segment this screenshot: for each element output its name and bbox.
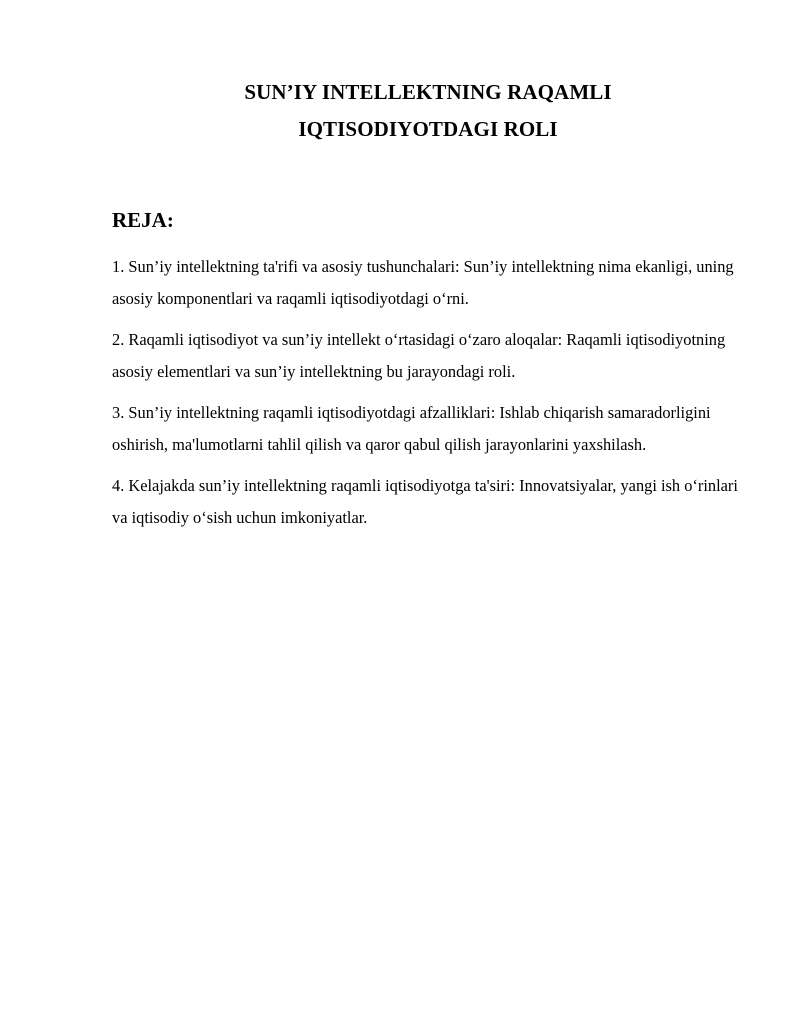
plan-item-4: 4. Kelajakda sun’iy intellektning raqamli iqtisodiyotga ta'siri: Innovatsiyalar, yangi ish o‘rinlari va iqtisodiy o‘sish uchun imkoniyatlar. — [112, 476, 738, 527]
plan-item-2: 2. Raqamli iqtisodiyot va sun’iy intellekt o‘rtasidagi o‘zaro aloqalar: Raqamli iqtisodiyotning asosiy elementlari va sun’iy intellektning bu jarayondagi roli. — [112, 330, 726, 381]
title-line-1: SUN’IY INTELLEKTNING RAQAMLI — [244, 80, 612, 104]
title-line-2: IQTISODIYOTDAGI ROLI — [298, 117, 558, 141]
plan-heading: REJA: — [112, 208, 174, 232]
plan-item-1: 1. Sun’iy intellektning ta'rifi va asosiy tushunchalari: Sun’iy intellektning nima ekanligi, uning asosiy komponentlari va raqamli iqtisodiyotdagi o‘rni. — [112, 257, 734, 308]
plan-item-3: 3. Sun’iy intellektning raqamli iqtisodiyotdagi afzalliklari: Ishlab chiqarish samaradorligini oshirish, ma'lumotlarni tahlil qilish va qaror qabul qilish jarayonlarini yaxshilash. — [112, 403, 711, 454]
document-title — [0, 74, 800, 148]
plan-list — [112, 251, 752, 543]
